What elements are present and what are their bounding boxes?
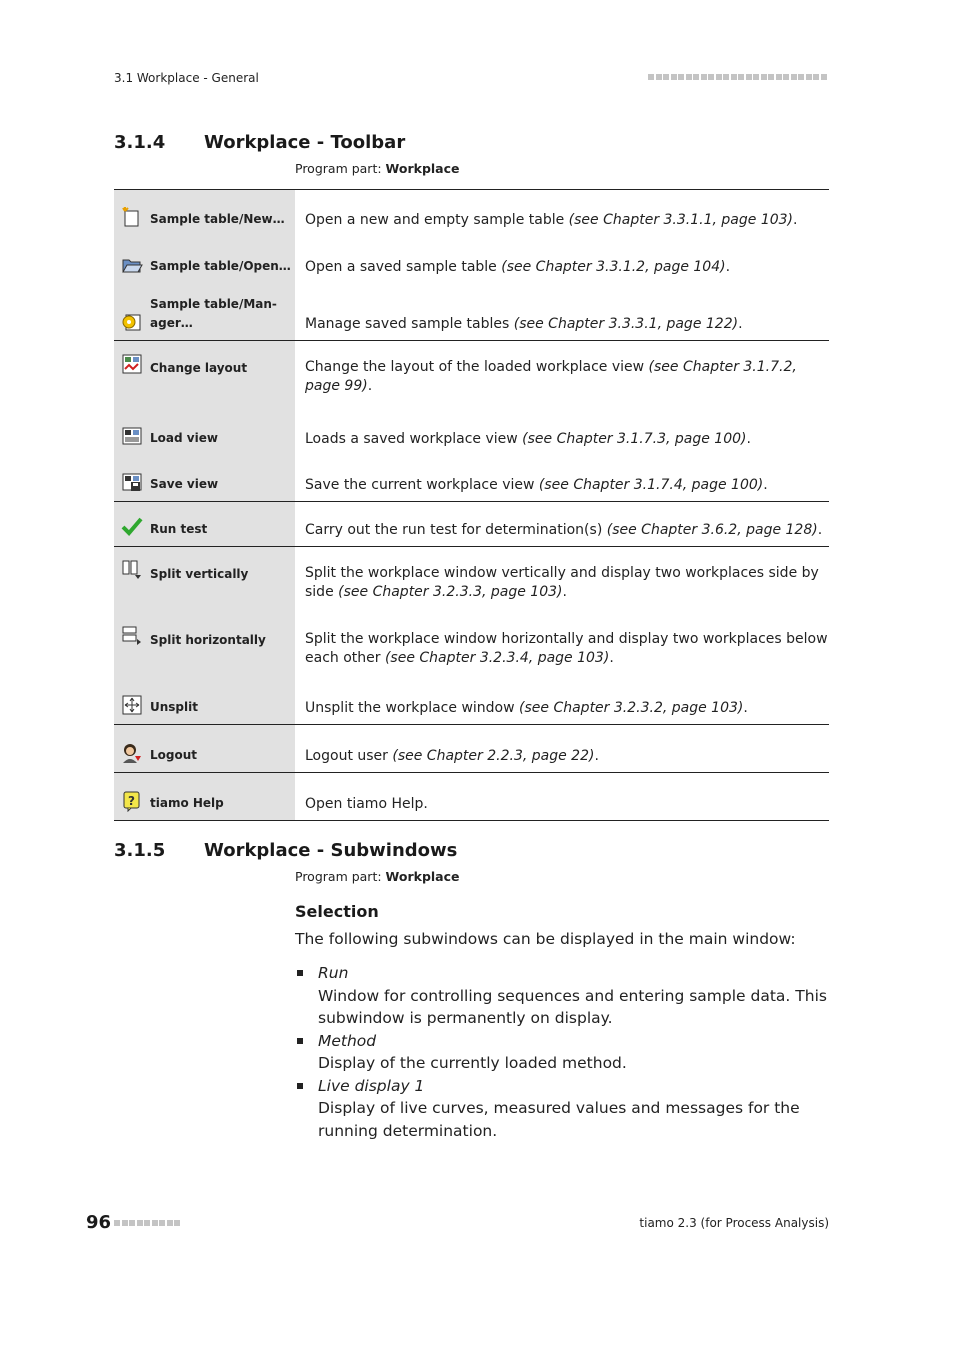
program-part-value: Workplace	[385, 869, 460, 884]
command-label: Load view	[150, 430, 218, 445]
program-part-value: Workplace	[385, 161, 460, 176]
chapter-reference: (see Chapter 3.2.3.4, page 103)	[384, 649, 610, 666]
description-text: Open tiamo Help.	[305, 796, 428, 812]
command-label: Unsplit	[150, 700, 198, 714]
new-table-icon	[121, 206, 143, 228]
subwindow-list	[295, 962, 830, 1142]
section-title: Workplace - Toolbar	[204, 132, 406, 153]
table-row: Run test Carry out the run test for determination(s) (see Chapter 3.6.2, page 128).	[114, 502, 829, 547]
command-label: Sample table/New…	[150, 211, 285, 226]
description-text: Logout user	[305, 748, 393, 764]
toolbar-table	[114, 189, 829, 821]
description-text: Open a new and empty sample table	[305, 211, 569, 228]
header-decoration	[648, 74, 829, 82]
footer-product: tiamo 2.3 (for Process Analysis)	[639, 1216, 829, 1230]
command-label: Run test	[150, 522, 208, 536]
save-view-icon	[121, 471, 143, 493]
subwindow-description: Display of the currently loaded method.	[318, 1054, 627, 1072]
selection-heading: Selection	[295, 902, 379, 921]
chapter-reference: (see Chapter 3.1.7.2, page 99)	[305, 359, 797, 394]
table-row: Load view Loads a saved workplace view (see Chapter 3.1.7.3, page 100).	[114, 407, 829, 455]
table-row	[114, 773, 829, 821]
table-row: Sample table/New… Open a new and empty sample table (see Chapter 3.3.1.1, page 103).	[114, 190, 829, 236]
chapter-reference: (see Chapter 3.1.7.3, page 100)	[522, 430, 747, 447]
unsplit-icon	[121, 694, 143, 716]
program-part-line: Program part: Workplace	[295, 869, 460, 884]
running-header: 3.1 Workplace - General	[114, 71, 259, 85]
split-vertical-icon	[121, 559, 143, 581]
description-text: Carry out the run test for determination(s)	[305, 522, 607, 538]
description-text: Split the workplace window vertically and display two workplaces side by side	[305, 565, 819, 600]
chapter-reference: (see Chapter 3.3.1.2, page 104)	[501, 258, 726, 275]
command-label: tiamo Help	[150, 796, 224, 810]
section-number: 3.1.5	[114, 840, 166, 861]
subwindow-name: Run	[318, 964, 349, 982]
chapter-reference: (see Chapter 3.2.3.3, page 103)	[338, 584, 563, 600]
command-label: Sample table/Manager…	[150, 297, 277, 330]
description-text: Unsplit the workplace window	[305, 700, 520, 716]
page-number: 96	[86, 1212, 112, 1233]
footer-decoration	[114, 1220, 184, 1228]
command-label: Logout	[150, 748, 198, 762]
help-icon	[121, 790, 143, 812]
change-layout-icon	[121, 353, 143, 375]
section-number: 3.1.4	[114, 132, 166, 153]
command-label: Save view	[150, 477, 219, 491]
svg-text:?: ?	[128, 794, 135, 808]
table-row: Sample table/Open… Open a saved sample table (see Chapter 3.3.1.2, page 104).	[114, 236, 829, 283]
command-label: Sample table/Open…	[150, 258, 291, 273]
subwindow-description: Display of live curves, measured values and messages for the running determination.	[318, 1099, 800, 1140]
description-text: Save the current workplace view	[305, 477, 539, 493]
description-text: Open a saved sample table	[305, 258, 502, 275]
description-text: Loads a saved workplace view	[305, 430, 523, 447]
chapter-reference: (see Chapter 2.2.3, page 22)	[392, 748, 595, 764]
table-row: Change layout Change the layout of the loaded workplace view (see Chapter 3.1.7.2, page 99).	[114, 341, 829, 407]
list-item	[295, 962, 830, 1030]
subwindow-description: Window for controlling sequences and entering sample data. This subwindow is permanently on display.	[318, 986, 827, 1027]
table-row: Split vertically Split the workplace window vertically and display two workplaces side by side (see Chapter 3.2.3.3, page 103).	[114, 547, 829, 613]
command-label: Split horizontally	[150, 632, 266, 647]
program-part-line: Program part: Workplace	[295, 161, 460, 176]
chapter-reference: (see Chapter 3.3.1.1, page 103)	[568, 211, 794, 228]
checkmark-icon	[121, 516, 143, 538]
chapter-reference: (see Chapter 3.3.3.1, page 122)	[513, 316, 739, 332]
split-horizontal-icon	[121, 625, 143, 647]
description-text: Change the layout of the loaded workplace view	[305, 359, 649, 375]
chapter-reference: (see Chapter 3.2.3.2, page 103)	[519, 700, 744, 716]
list-item	[295, 1075, 830, 1143]
command-label: Change layout	[150, 361, 248, 375]
open-folder-icon	[121, 253, 143, 275]
table-row: Split horizontally Split the workplace window horizontally and display two workplaces below each other (see Chapter 3.2.3.4, page 103).	[114, 613, 829, 679]
section-title: Workplace - Subwindows	[204, 840, 458, 861]
selection-intro: The following subwindows can be displayed in the main window:	[295, 930, 796, 948]
description-text: Split the workplace window horizontally and display two workplaces below each other	[305, 630, 828, 666]
command-label: Split vertically	[150, 567, 249, 581]
table-row: Sample table/Manager… Manage saved sample tables (see Chapter 3.3.3.1, page 122).	[114, 283, 829, 341]
list-item	[295, 1030, 830, 1075]
subwindow-name: Method	[318, 1031, 377, 1050]
manager-icon	[121, 310, 143, 332]
load-view-icon	[121, 425, 143, 447]
table-row: Logout Logout user (see Chapter 2.2.3, page 22).	[114, 725, 829, 773]
subwindow-name: Live display 1	[318, 1076, 425, 1095]
chapter-reference: (see Chapter 3.6.2, page 128)	[606, 522, 818, 538]
chapter-reference: (see Chapter 3.1.7.4, page 100)	[538, 477, 764, 493]
description-text: Manage saved sample tables	[305, 316, 514, 332]
logout-user-icon	[121, 742, 143, 764]
table-row: Save view Save the current workplace view (see Chapter 3.1.7.4, page 100).	[114, 455, 829, 502]
table-row: Unsplit Unsplit the workplace window (see Chapter 3.2.3.2, page 103).	[114, 679, 829, 725]
